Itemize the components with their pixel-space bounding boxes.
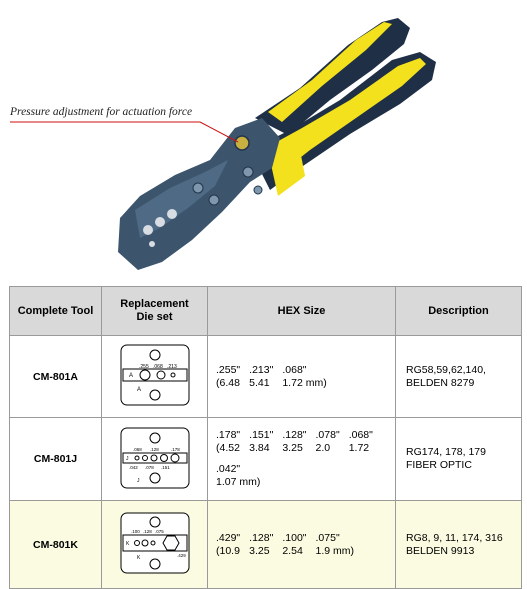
hex-inch-value: .068" [348,429,373,441]
hex-inch-value: .151" [249,429,274,441]
table-row [10,418,522,501]
callout-label: Pressure adjustment for actuation force [10,106,193,118]
hex-inch-value: .068" [282,363,307,376]
hex-extra [216,463,395,489]
hex-mm-value: 2.0 [315,442,331,454]
header-die-line2: Die set [136,311,173,323]
description-line: RG8, 9, 11, 174, 316 [406,531,503,544]
header-die-set [102,287,208,336]
description-cell [396,501,522,589]
hex-inch-value: .100" [282,531,307,544]
die-set-cell [102,501,208,589]
hex-mm-value: 3.84 [249,442,270,454]
crimp-tool-illustration [0,0,527,280]
model-name: CM-801K [10,501,102,589]
header-complete-tool: Complete Tool [10,287,102,336]
description-line: RG58,59,62,140, [406,363,486,376]
table-row [10,336,522,418]
header-die-line1: Replacement [120,298,189,310]
header-hex-size: HEX Size [208,287,396,336]
description-line: RG174, 178, 179 [406,446,486,458]
hex-values [216,364,395,390]
hex-inch-value: .128" [282,429,307,441]
spec-table [9,286,522,589]
hex-size-cell [208,418,396,501]
hex-inch-value: .075" [315,531,340,544]
die-label: J [125,455,128,462]
die-set-diagram [117,424,193,492]
hex-inch-value: .429" [216,531,241,544]
hex-inch-value: .255" [216,363,241,376]
hex-mm-value: 1.9 mm) [315,544,355,557]
hex-size-cell [208,501,396,589]
hex-inch-value: .178" [216,429,241,441]
description-line: BELDEN 8279 [406,376,475,389]
model-name: CM-801J [10,418,102,501]
die-label: .078 [144,464,154,470]
header-description: Description [396,287,522,336]
model-name: CM-801A [10,336,102,418]
die-label: .255 [138,364,149,370]
description-line: BELDEN 9913 [406,544,475,557]
die-set-diagram [117,509,193,577]
hex-mm-value: 1.72 [348,442,370,454]
hex-values [216,532,395,558]
die-label: .068 [132,446,142,452]
pressure-adjustment-screw [235,136,249,150]
die-label: .178 [170,446,180,452]
hex-mm-value: 5.41 [249,376,270,389]
table-row [10,501,522,589]
hex-mm-value: (10.9 [216,544,240,557]
die-set-cell [102,336,208,418]
hex-mm-value: 1.07 mm) [216,476,261,488]
die-label: K [125,541,129,547]
die-label: .075 [154,529,164,534]
die-label: A [136,387,141,393]
die-set-diagram [117,341,193,409]
hex-mm-value: 1.72 mm) [282,376,327,389]
die-label: J [136,477,139,484]
hex-values [216,429,395,455]
die-label: .151 [160,464,170,470]
die-label: .128 [149,446,159,452]
die-label: K [136,555,140,561]
description-line: FIBER OPTIC [406,459,472,471]
die-label: .128 [142,529,152,534]
crimp-tool-image [0,0,527,280]
die-label: .068 [152,364,163,370]
header-row [10,287,522,336]
hex-mm-value: 3.25 [282,442,303,454]
hex-inch-value: .213" [249,363,274,376]
die-label: .429 [176,553,186,558]
die-set-cell [102,418,208,501]
hex-mm-value: 3.25 [249,544,270,557]
hex-mm-value: (4.52 [216,442,240,454]
hex-mm-value: (6.48 [216,376,240,389]
description-cell [396,336,522,418]
die-label: .100 [130,529,140,534]
die-label: .042 [128,464,138,470]
die-label: .213 [166,364,177,370]
hex-inch-value: .128" [249,531,274,544]
description-cell [396,418,522,501]
hex-inch-value: .078" [315,429,340,441]
die-label: A [128,373,133,379]
hex-inch-value: .042" [216,463,241,475]
hex-mm-value: 2.54 [282,544,303,557]
hex-size-cell [208,336,396,418]
